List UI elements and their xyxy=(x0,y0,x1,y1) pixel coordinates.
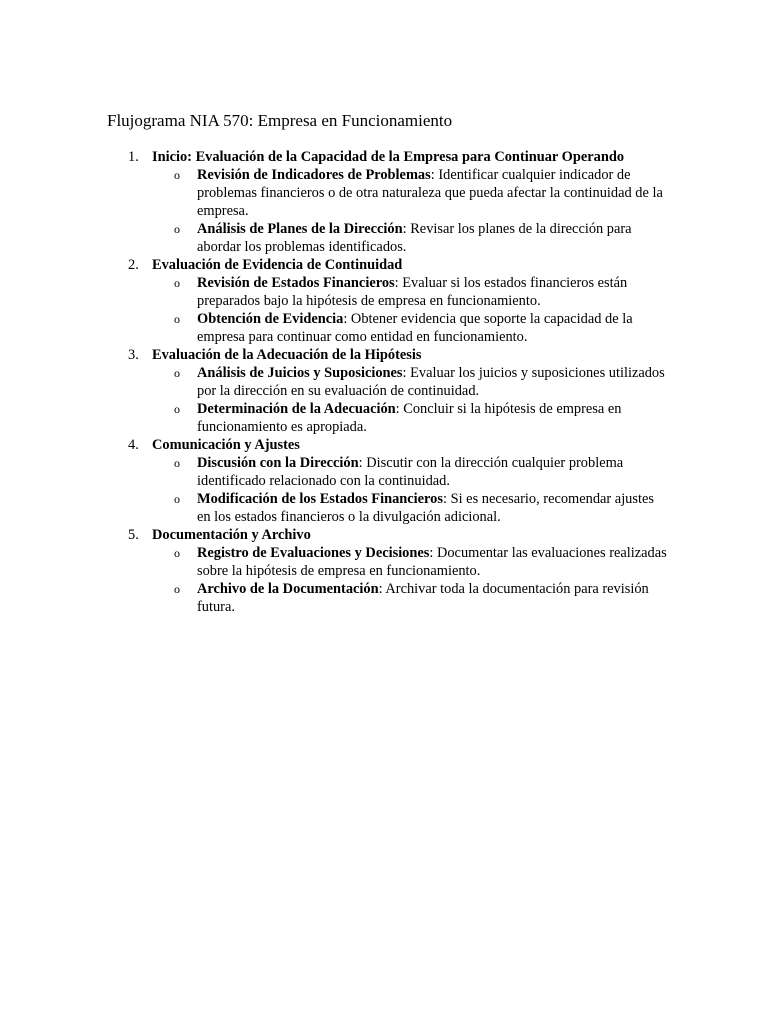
sub-item xyxy=(152,274,667,310)
sub-item xyxy=(152,400,667,436)
step-number: 2. xyxy=(128,257,139,273)
sub-item-heading: Análisis de Juicios y Suposiciones xyxy=(197,365,403,381)
document-title: Flujograma NIA 570: Empresa en Funcionamiento xyxy=(107,111,453,130)
sub-item-heading: Modificación de los Estados Financieros xyxy=(197,491,443,507)
step-number: 5. xyxy=(128,527,139,543)
sub-item-heading: Revisión de Indicadores de Problemas xyxy=(197,167,431,183)
circle-bullet-icon: o xyxy=(174,582,180,596)
step-title: Evaluación de la Adecuación de la Hipótesis xyxy=(152,347,422,363)
circle-bullet-icon: o xyxy=(174,366,180,380)
sub-item-text: : Concluir si la hipótesis de empresa en funcionamiento es apropiada. xyxy=(197,401,622,435)
sub-item-heading: Revisión de Estados Financieros xyxy=(197,275,395,291)
step-title: Evaluación de Evidencia de Continuidad xyxy=(152,257,403,273)
sub-item-text: : Evaluar si los estados financieros están preparados bajo la hipótesis de empresa en funcionamiento. xyxy=(197,275,628,309)
sub-list xyxy=(152,274,667,346)
step-item xyxy=(107,256,667,346)
step-number: 1. xyxy=(128,149,139,165)
step-title: Documentación y Archivo xyxy=(152,527,311,543)
step-number: 3. xyxy=(128,347,139,363)
circle-bullet-icon: o xyxy=(174,168,180,182)
sub-item xyxy=(152,544,667,580)
circle-bullet-icon: o xyxy=(174,222,180,236)
sub-item xyxy=(152,220,667,256)
sub-list xyxy=(152,364,667,436)
sub-item-text: : Documentar las evaluaciones realizadas sobre la hipótesis de empresa en funcionamiento. xyxy=(197,545,667,579)
sub-item-heading: Registro de Evaluaciones y Decisiones xyxy=(197,545,430,561)
sub-list xyxy=(152,544,667,616)
circle-bullet-icon: o xyxy=(174,456,180,470)
sub-item xyxy=(152,166,667,220)
circle-bullet-icon: o xyxy=(174,312,180,326)
circle-bullet-icon: o xyxy=(174,546,180,560)
sub-item-heading: Archivo de la Documentación xyxy=(197,581,379,597)
sub-item-heading: Determinación de la Adecuación xyxy=(197,401,396,417)
circle-bullet-icon: o xyxy=(174,492,180,506)
sub-item-text: : Si es necesario, recomendar ajustes en los estados financieros o la divulgación adicional. xyxy=(197,491,654,525)
sub-list xyxy=(152,454,667,526)
sub-item-text: : Archivar toda la documentación para revisión futura. xyxy=(197,581,649,615)
document-content xyxy=(107,111,667,616)
sub-item-heading: Obtención de Evidencia xyxy=(197,311,344,327)
step-item xyxy=(107,526,667,616)
sub-item xyxy=(152,364,667,400)
sub-item xyxy=(152,580,667,616)
circle-bullet-icon: o xyxy=(174,276,180,290)
step-item xyxy=(107,148,667,256)
sub-item xyxy=(152,310,667,346)
sub-item xyxy=(152,454,667,490)
step-title: Comunicación y Ajustes xyxy=(152,437,300,453)
steps-list xyxy=(107,148,667,616)
sub-list xyxy=(152,166,667,256)
circle-bullet-icon: o xyxy=(174,402,180,416)
sub-item xyxy=(152,490,667,526)
sub-item-text: : Revisar los planes de la dirección para abordar los problemas identificados. xyxy=(197,221,632,255)
step-title: Inicio: Evaluación de la Capacidad de la Empresa para Continuar Operando xyxy=(152,149,625,165)
step-item xyxy=(107,346,667,436)
sub-item-text: : Evaluar los juicios y suposiciones utilizados por la dirección en su evaluación de continuidad. xyxy=(197,365,665,399)
sub-item-text: : Obtener evidencia que soporte la capacidad de la empresa para continuar como entidad en funcionamiento. xyxy=(197,311,633,345)
step-number: 4. xyxy=(128,437,139,453)
sub-item-text: : Identificar cualquier indicador de problemas financieros o de otra naturaleza que pueda afectar la continuidad de la empresa. xyxy=(197,167,663,219)
sub-item-text: : Discutir con la dirección cualquier problema identificado relacionado con la continuidad. xyxy=(197,455,624,489)
sub-item-heading: Discusión con la Dirección xyxy=(197,455,359,471)
sub-item-heading: Análisis de Planes de la Dirección xyxy=(197,221,403,237)
step-item xyxy=(107,436,667,526)
